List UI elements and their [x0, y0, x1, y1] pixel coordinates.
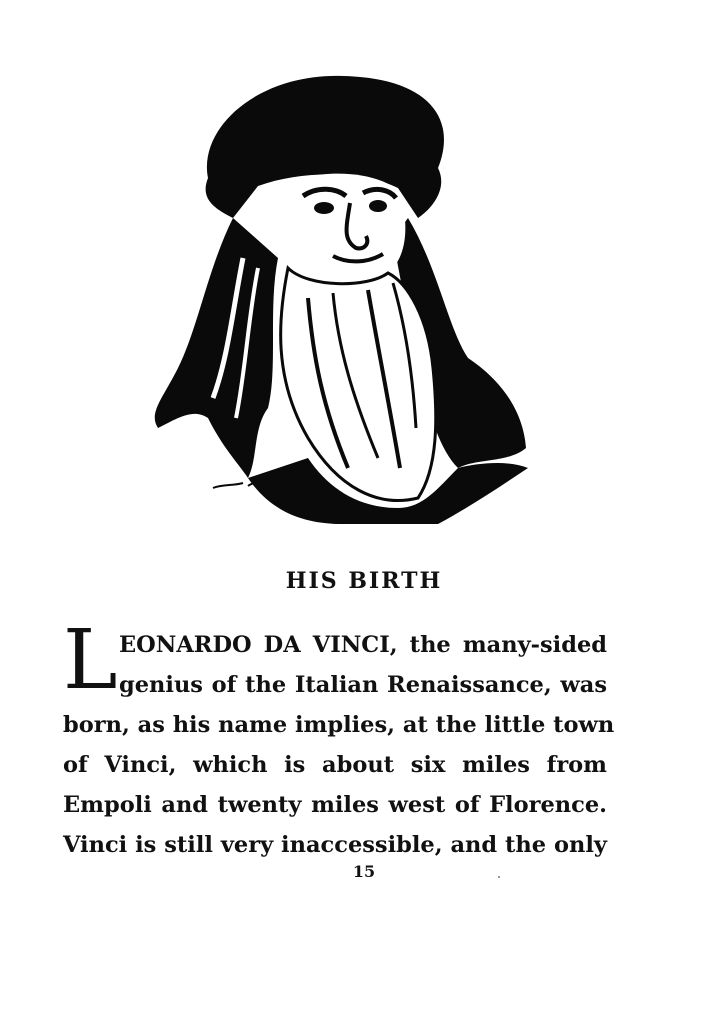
ink-speck [498, 876, 500, 878]
text-line: Empoli and twenty miles west of Florence. [63, 792, 607, 818]
body-paragraph [63, 613, 615, 865]
text-line: Vinci is still very inaccessible, and the only [63, 832, 607, 858]
text-line: of Vinci, which is about six miles from [63, 752, 607, 778]
drop-cap: L [63, 613, 118, 708]
text-line: genius of the Italian Renaissance, was [119, 672, 607, 698]
text-line: EONARDO DA VINCI, the many-sided [119, 632, 607, 658]
chapter-heading: HIS BIRTH [285, 568, 443, 594]
portrait-illustration [138, 68, 538, 526]
hair-left [155, 218, 278, 478]
text-line: born, as his name implies, at the little town [63, 712, 615, 738]
page-number: 15 [352, 862, 376, 881]
